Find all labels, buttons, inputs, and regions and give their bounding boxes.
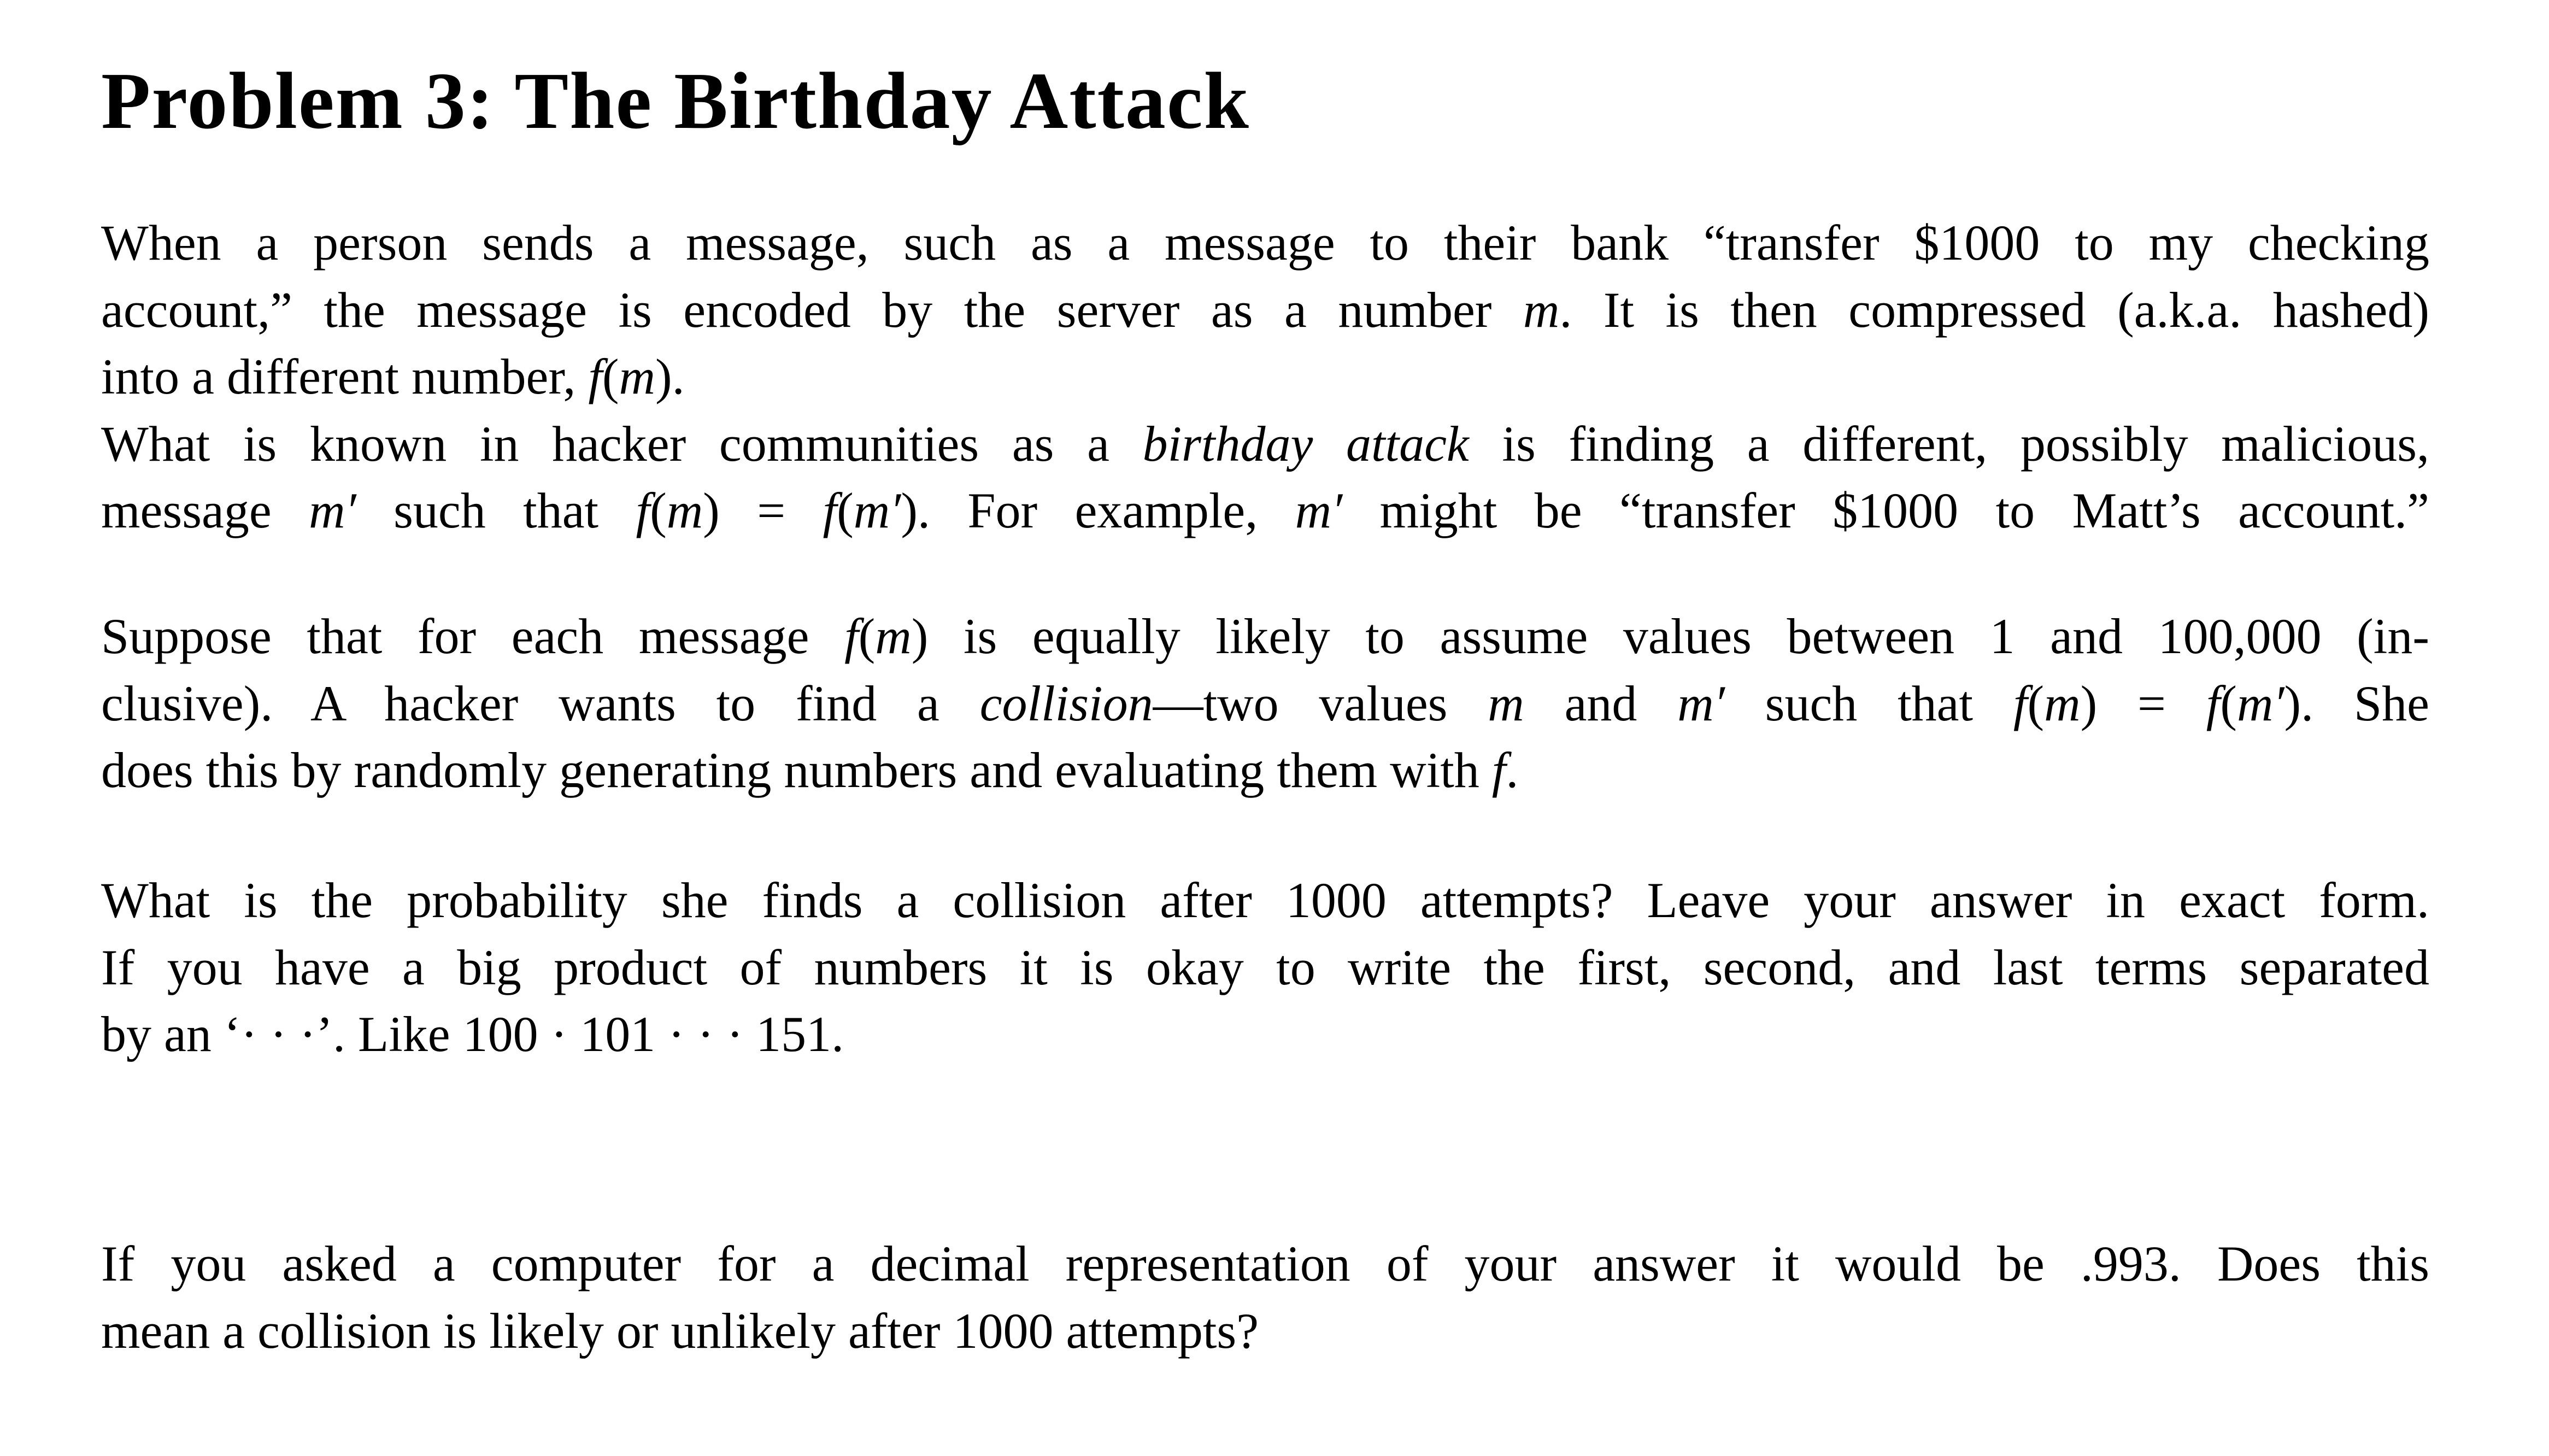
text-run: m [2044,675,2081,731]
text-run: is finding a different, possibly malicious, [1469,415,2429,472]
text-run: ) = [2080,675,2206,731]
text-run: ( [602,349,619,404]
text-run: m′ [2236,675,2284,731]
text-line [101,1001,2429,1068]
text-line [101,477,2429,544]
text-run: clusive). A hacker wants to find a [101,675,980,731]
text-run: Suppose that for each message [101,608,845,664]
text-run: What is the probability she finds a collision after 1000 attempts? Leave your answer in exact form. [101,872,2429,928]
text-run: m [1523,281,1560,338]
text-run: account,” the message is encoded by the server as a number [101,281,1523,338]
text-run: If you asked a computer for a decimal representation of your answer it would be .993. Does this [101,1236,2429,1291]
text-run: . [1506,742,1519,798]
text-run: If you have a big product of numbers it is okay to write the first, second, and last terms separated [101,939,2429,995]
text-run: message [101,483,309,538]
text-run: such that [356,483,636,538]
text-run: collision [979,675,1153,731]
text-run: f [2206,675,2221,731]
text-run: ) is equally likely to assume values between 1 and 100,000 (in- [911,608,2429,664]
text-line [101,1230,2429,1298]
text-run: into a different number, [101,349,589,404]
paragraph [101,1230,2429,1364]
text-run: ( [2027,675,2045,731]
text-line [101,209,2429,277]
paragraph [101,209,2429,544]
text-run: ( [2220,675,2237,731]
text-run: mean a collision is likely or unlikely after 1000 attempts? [101,1302,1259,1359]
text-run: When a person sends a message, such as a message to their bank “transfer $1000 to my checking [101,215,2429,271]
text-line [101,1298,2429,1365]
text-line [101,343,2429,410]
text-run: f [1491,742,1506,798]
text-line [101,737,2429,804]
text-run: ). She [2284,675,2430,731]
text-run: ( [837,483,854,538]
text-run: m [619,349,655,404]
text-run: f [636,483,650,538]
text-run: such that [1724,675,2013,731]
problem-title: Problem 3: The Birthday Attack [101,56,1250,146]
paragraph [101,867,2429,1068]
text-run: ) = [703,483,823,538]
text-run: What is known in hacker communities as a [101,415,1143,472]
text-line [101,670,2429,737]
text-run: m [875,608,912,664]
text-run: m′ [309,483,356,538]
text-run: f [844,608,859,664]
text-line [101,867,2429,934]
text-run: . It is then compressed (a.k.a. hashed) [1559,281,2429,338]
text-line [101,934,2429,1001]
text-line [101,410,2429,478]
text-run: —two values [1153,675,1488,731]
text-run: m′ [1295,483,1343,538]
text-run: f [823,483,837,538]
text-run: m [1488,675,1524,731]
text-run: ( [858,608,876,664]
text-run: and [1524,675,1678,731]
text-run: does this by randomly generating numbers and evaluating them with [101,742,1492,798]
text-run: ). [655,349,685,404]
text-run: f [2013,675,2028,731]
text-run: m′ [853,483,901,538]
text-line [101,277,2429,344]
text-run: m [666,483,703,538]
text-run: birthday attack [1142,415,1469,472]
paragraph [101,603,2429,804]
text-run: ( [650,483,667,538]
text-run: ). For example, [901,483,1295,538]
text-line [101,603,2429,670]
text-run: f [588,349,602,404]
text-run: m′ [1677,675,1725,731]
text-run: by an ‘· · ·’. Like 100 · 101 · · · 151. [101,1006,844,1062]
text-run: might be “transfer $1000 to Matt’s account.” [1342,483,2430,538]
